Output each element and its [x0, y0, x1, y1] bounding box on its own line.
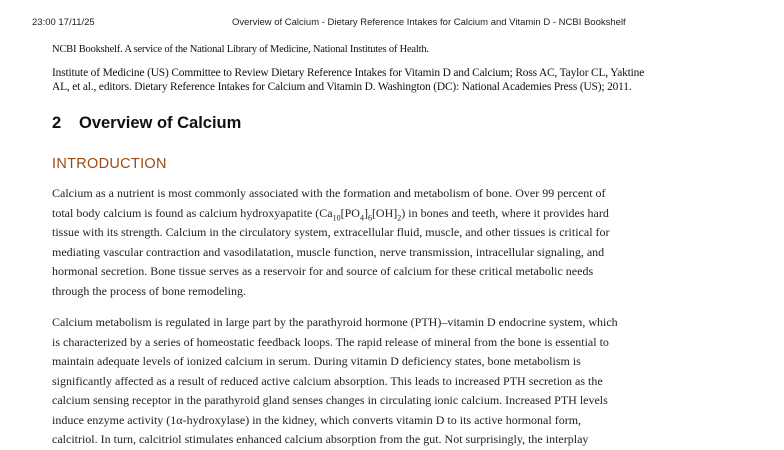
subscript: 2 [397, 212, 402, 222]
text-run: [PO [340, 205, 360, 220]
paragraph [52, 313, 732, 450]
print-timestamp: 23:00 17/11/25 [32, 17, 95, 28]
chapter-title-text: Overview of Calcium [79, 114, 242, 132]
paragraph-line: calcitriol. In turn, calcitriol stimulates enhanced calcium absorption from the gut. Not surprisingly, the interplay [52, 432, 589, 446]
paragraph-line: tissue with its strength. Calcium in the circulatory system, extracellular fluid, muscle, and other tissues is critical for [52, 225, 610, 239]
paragraph-line: maintain adequate levels of ionized calcium in serum. During vitamin D deficiency states, bone metabolism is [52, 354, 581, 368]
text-run: [OH] [371, 205, 398, 220]
bookshelf-notice: NCBI Bookshelf. A service of the National Library of Medicine, National Institutes of Health. [52, 44, 429, 55]
paragraph-line: significantly affected as a result of reduced active calcium absorption. This leads to increased PTH secretion as the [52, 373, 603, 388]
paragraph-line: Calcium as a nutrient is most commonly associated with the formation and metabolism of bone. Over 99 percent of [52, 186, 606, 200]
citation-line: Institute of Medicine (US) Committee to Review Dietary Reference Intakes for Vitamin D and Calcium; Ross AC, Taylor CL, Yaktine [52, 67, 645, 79]
text-run: ) in bones and teeth, where it provides hard [401, 205, 609, 220]
text-run: total body calcium is found as calcium hydroxyapatite (Ca [52, 205, 333, 220]
citation-line: AL, et al., editors. Dietary Reference Intakes for Calcium and Vitamin D. Washington (DC): National Academies Press (US); 2011. [52, 80, 632, 93]
paragraph-line: is characterized by a series of homeostatic feedback loops. The rapid release of mineral from the bone is essential to [52, 334, 609, 349]
subscript: 6 [367, 212, 372, 222]
paragraph-line: mediating vascular contraction and vasodilatation, muscle function, nerve transmission, intracellular signaling, and [52, 244, 605, 259]
section-heading: INTRODUCTION [52, 156, 167, 172]
text-run: ] [363, 205, 368, 220]
paragraph [52, 184, 732, 301]
paragraph-line: induce enzyme activity (1α-hydroxylase) in the kidney, which converts vitamin D to its active hormonal form, [52, 412, 582, 427]
print-header [0, 17, 784, 31]
paragraph-line-formula [52, 204, 732, 224]
paragraph-line: Calcium metabolism is regulated in large part by the parathyroid hormone (PTH)–vitamin D endocrine system, which [52, 315, 618, 329]
chapter-title [52, 114, 241, 133]
paragraph-line: calcium sensing receptor in the parathyroid gland senses changes in circulating ionic calcium. Increased PTH levels [52, 393, 608, 407]
paragraph-line: through the process of bone remodeling. [52, 283, 246, 298]
chapter-number: 2 [52, 114, 62, 132]
citation [52, 67, 732, 94]
paragraph-line: hormonal secretion. Bone tissue serves as a reservoir for and source of calcium for these critical metabolic needs [52, 264, 594, 278]
subscript: 10 [332, 212, 341, 222]
subscript: 4 [359, 212, 364, 222]
print-page-title: Overview of Calcium - Dietary Reference Intakes for Calcium and Vitamin D - NCBI Bookshelf [232, 17, 626, 28]
